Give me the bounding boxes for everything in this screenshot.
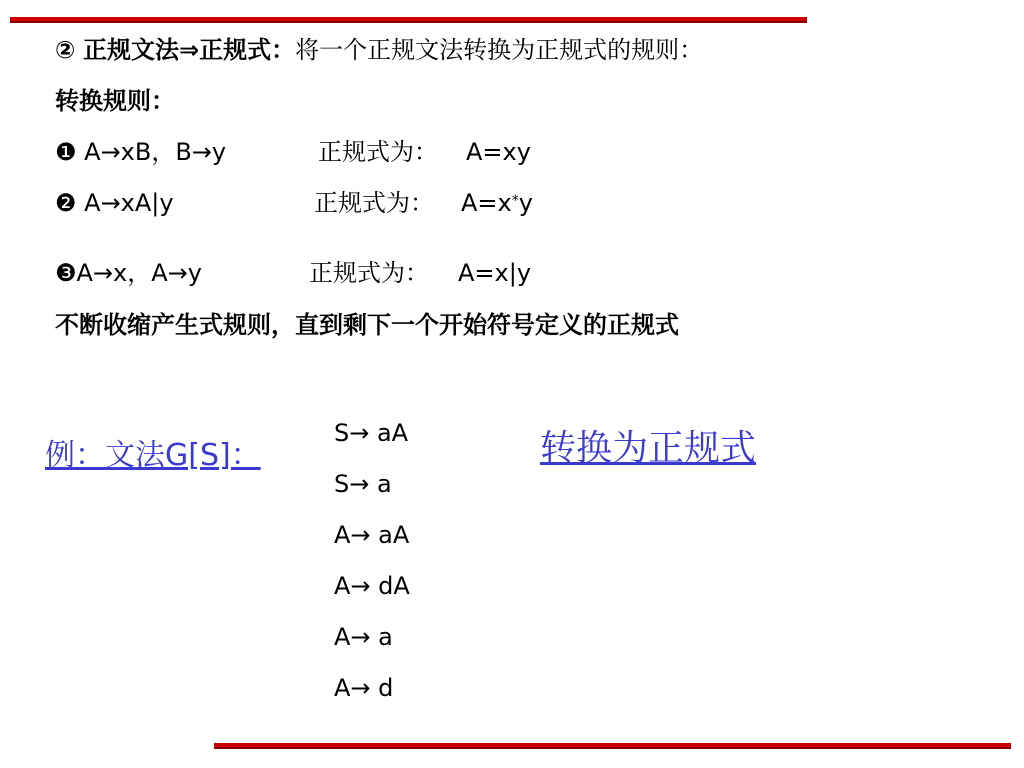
section-number: ② [55, 36, 76, 64]
production-item: S→ aA [334, 419, 409, 447]
rule-3-label: 正规式为： [309, 259, 429, 287]
rules-heading: 转换规则： [55, 87, 175, 115]
production-item: A→ d [334, 674, 394, 702]
conversion-rule-2 [55, 188, 533, 218]
bottom-accent-bar [214, 743, 1011, 749]
rule-2-label: 正规式为： [314, 189, 434, 217]
rule-2-result-post: y [518, 189, 533, 217]
convert-to-regex-link[interactable]: 转换为正规式 [540, 428, 757, 469]
conversion-rule-3 [55, 258, 532, 288]
example-label-g: G[S]： [165, 438, 261, 473]
rule-2-production: ❷ A→xA|y [55, 189, 174, 217]
production-list [334, 418, 410, 724]
rule-1-result: A=xy [466, 138, 531, 166]
section-title-bold: 正规文法⇒正规式： [82, 36, 296, 64]
example-label-cn: 例：文法 [45, 438, 165, 473]
example-grammar-link[interactable] [45, 436, 261, 476]
production-item: A→ aA [334, 521, 410, 549]
section-title [55, 35, 703, 65]
rule-2-result-star: * [511, 193, 519, 209]
rule-2-result [461, 188, 533, 218]
rule-3-production: ❸A→x，A→y [55, 259, 202, 287]
rule-1-production: ❶ A→xB，B→y [55, 138, 227, 166]
rule-3-result: A=x|y [458, 259, 532, 287]
production-item: A→ a [334, 623, 393, 651]
rule-1-label: 正规式为： [318, 138, 438, 166]
summary-text: 不断收缩产生式规则，直到剩下一个开始符号定义的正规式 [55, 311, 679, 339]
production-item: S→ a [334, 470, 392, 498]
rule-2-result-pre: A=x [461, 189, 512, 217]
conversion-rule-1 [55, 137, 531, 167]
section-title-rest: 将一个正规文法转换为正规式的规则： [295, 36, 704, 64]
production-item: A→ dA [334, 572, 410, 600]
top-accent-bar [10, 17, 807, 23]
